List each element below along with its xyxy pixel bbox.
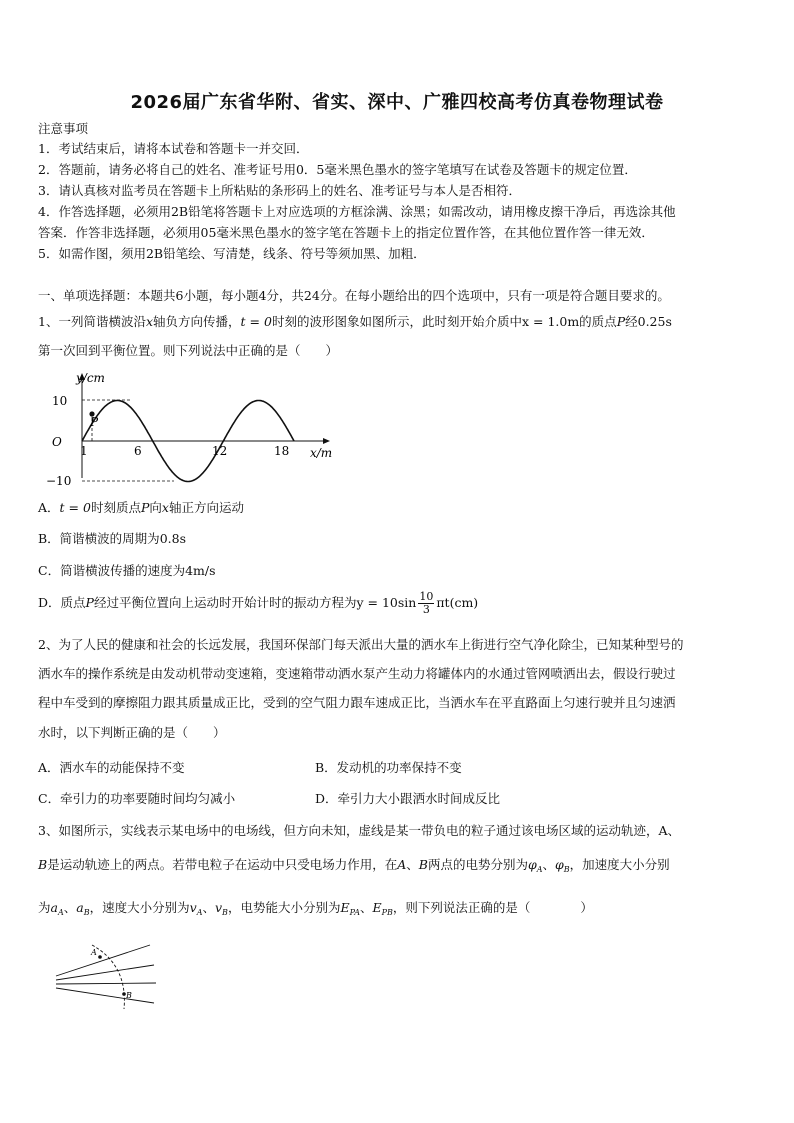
field-line <box>56 988 154 1003</box>
q1-option-a[interactable] <box>38 499 244 517</box>
option-text: 时刻质点 <box>90 500 141 515</box>
notice-item: 答案．作答非选择题，必须用05毫米黑色墨水的签字笔在答题卡上的指定位置作答，在其他位置作答一律无效． <box>38 225 654 240</box>
notice-item: 4．作答选择题，必须用2B铅笔将答题卡上对应选项的方框涂满、涂黑；如需改动，请用橡皮擦干净后，再选涂其他 <box>38 204 676 219</box>
q3-text: ，则下列说法正确的是（ ） <box>392 900 593 915</box>
q3-sub: A <box>57 908 64 917</box>
option-var: 0.8s <box>159 531 186 546</box>
question-3-stem-line2 <box>38 856 670 879</box>
q2-option-d[interactable]: D．牵引力大小跟洒水时间成反比 <box>315 791 501 806</box>
q3-text: 、 <box>202 900 215 915</box>
q3-sub: A <box>196 908 203 917</box>
option-text: A． <box>38 500 60 515</box>
page-title: 2026届广东省华附、省实、深中、广雅四校高考仿真卷物理试卷 <box>130 92 664 113</box>
q3-var: B <box>38 857 48 872</box>
option-text: D．质点 <box>38 595 86 610</box>
field-line-figure <box>50 943 160 1013</box>
field-line <box>56 965 154 980</box>
q3-var: B <box>418 857 428 872</box>
equation-part: y = 10sin <box>356 595 417 610</box>
q3-sub: B <box>83 908 90 917</box>
option-var: t = 0 <box>59 500 91 515</box>
q3-var: v <box>189 900 197 915</box>
notice-item: 3．请认真核对监考员在答题卡上所粘贴的条形码上的姓名、准考证号与本人是否相符． <box>38 183 521 198</box>
x-tick-label: 1 <box>80 444 88 458</box>
q3-text: 两点的电势分别为 <box>427 857 528 872</box>
q1-var: x <box>145 314 154 329</box>
y-axis-label: y/cm <box>76 371 105 385</box>
q1-var: x = 1.0m <box>521 314 580 329</box>
option-var: 4m/s <box>185 563 216 578</box>
wave-graph <box>40 368 340 488</box>
q3-sub: PB <box>381 908 393 917</box>
q3-text: 、 <box>542 857 556 872</box>
q2-option-a[interactable]: A．洒水车的动能保持不变 <box>38 760 185 775</box>
question-3-stem: 3、如图所示，实线表示某电场中的电场线，但方向未知，虚线是某一带负电的粒子通过该电场区域的运动轨迹，A、 <box>38 823 680 838</box>
q2-option-b[interactable]: B．发动机的功率保持不变 <box>315 760 462 775</box>
q3-sub: B <box>563 865 570 874</box>
q1-text: 1、一列简谐横波沿 <box>38 314 146 329</box>
point-a-label: A <box>91 948 97 957</box>
notice-item: 1．考试结束后，请将本试卷和答题卡一并交回． <box>38 141 309 156</box>
x-tick-label: 6 <box>134 444 142 458</box>
point-a <box>98 955 102 959</box>
q3-var: E <box>340 900 350 915</box>
q3-var: a <box>50 900 58 915</box>
option-text: B．简谐横波的周期为 <box>38 531 160 546</box>
option-var: P <box>140 500 150 515</box>
q1-text: 轴负方向传播， <box>153 314 241 329</box>
q3-var: v <box>214 900 223 915</box>
y-tick-label: 10 <box>52 394 68 408</box>
q1-var: P <box>616 314 626 329</box>
option-text: 经过平衡位置向上运动时开始计时的振动方程为 <box>93 595 357 610</box>
origin-label: O <box>52 435 62 449</box>
equation-part: πt(cm) <box>436 595 479 610</box>
question-2-stem: 程中车受到的摩擦阻力跟其质量成正比，受到的空气阻力跟车速成正比，当洒水车在平直路面上匀速行驶并且匀速洒 <box>38 695 676 710</box>
fraction-numerator: 10 <box>419 590 434 603</box>
question-2-stem: 洒水车的操作系统是由发动机带动变速箱，变速箱带动洒水泵产生动力将罐体内的水通过管网喷洒出去，假设行驶过 <box>38 666 676 681</box>
q2-option-c[interactable]: C．牵引力的功率要随时间均匀减小 <box>38 791 236 806</box>
q1-var: 0.25s <box>637 314 672 329</box>
q3-sub: B <box>222 908 228 917</box>
q3-text: 、 <box>63 900 77 915</box>
question-1-stem <box>38 313 672 331</box>
q1-option-c[interactable] <box>38 562 216 580</box>
q1-option-d[interactable] <box>38 588 478 618</box>
q3-text: ，加速度大小分别 <box>569 857 670 872</box>
option-text: 轴正方向运动 <box>168 500 244 515</box>
q1-text: 经 <box>625 314 638 329</box>
option-text: 向 <box>149 500 162 515</box>
point-b-label: B <box>126 991 132 1000</box>
q3-sub: PA <box>349 908 361 917</box>
q3-text: ，电势能大小分别为 <box>227 900 341 915</box>
x-tick-label: 12 <box>212 444 228 458</box>
x-tick-label: 18 <box>274 444 290 458</box>
notice-heading: 注意事项 <box>38 121 89 136</box>
fraction-denominator: 3 <box>422 603 430 616</box>
notice-item: 2．答题前，请务必将自己的姓名、准考证号用0．5毫米黑色墨水的签字笔填写在试卷及答题卡的规定位置． <box>38 162 637 177</box>
question-3-stem-line3 <box>38 899 593 922</box>
q1-var: t = 0 <box>240 314 272 329</box>
question-2-stem: 水时，以下判断正确的是（ ） <box>38 725 226 740</box>
q1-text: 时刻的波形图象如图所示，此时刻开始介质中 <box>271 314 522 329</box>
question-2-stem: 2、为了人民的健康和社会的长远发展，我国环保部门每天派出大量的洒水车上街进行空气净化除尘，已知某种型号的 <box>38 637 684 652</box>
notice-item: 5．如需作图，须用2B铅笔绘、写清楚，线条、符号等须加黑、加粗． <box>38 246 426 261</box>
q3-text: 是运动轨迹上的两点。若带电粒子在运动中只受电场力作用，在 <box>47 857 398 872</box>
fraction <box>418 591 434 616</box>
q3-text: ，速度大小分别为 <box>89 900 190 915</box>
question-1-stem-line2: 第一次回到平衡位置。则下列说法中正确的是（ ） <box>38 343 339 358</box>
q3-text: 为 <box>38 900 51 915</box>
q3-var: φ <box>527 857 537 872</box>
option-text: C．简谐横波传播的速度为 <box>38 563 186 578</box>
point-p-label: P <box>90 415 99 429</box>
q3-var: a <box>76 900 84 915</box>
x-axis-label: x/m <box>310 446 333 460</box>
option-var: P <box>85 595 94 610</box>
field-line <box>56 983 156 984</box>
y-tick-label: −10 <box>46 474 72 488</box>
field-line <box>56 945 150 976</box>
q3-var: E <box>372 900 382 915</box>
q1-option-b[interactable] <box>38 530 186 548</box>
option-var: x <box>161 500 169 515</box>
q3-sub: A <box>536 865 543 874</box>
x-axis-arrow <box>323 438 330 444</box>
q3-text: 、 <box>406 857 419 872</box>
q1-text: 的质点 <box>579 314 617 329</box>
q3-text: 、 <box>360 900 373 915</box>
section-heading: 一、单项选择题：本题共6小题，每小题4分，共24分。在每小题给出的四个选项中，只有一项是符合题目要求的。 <box>38 288 670 303</box>
q3-var: φ <box>555 857 564 872</box>
q3-var: A <box>397 857 407 872</box>
